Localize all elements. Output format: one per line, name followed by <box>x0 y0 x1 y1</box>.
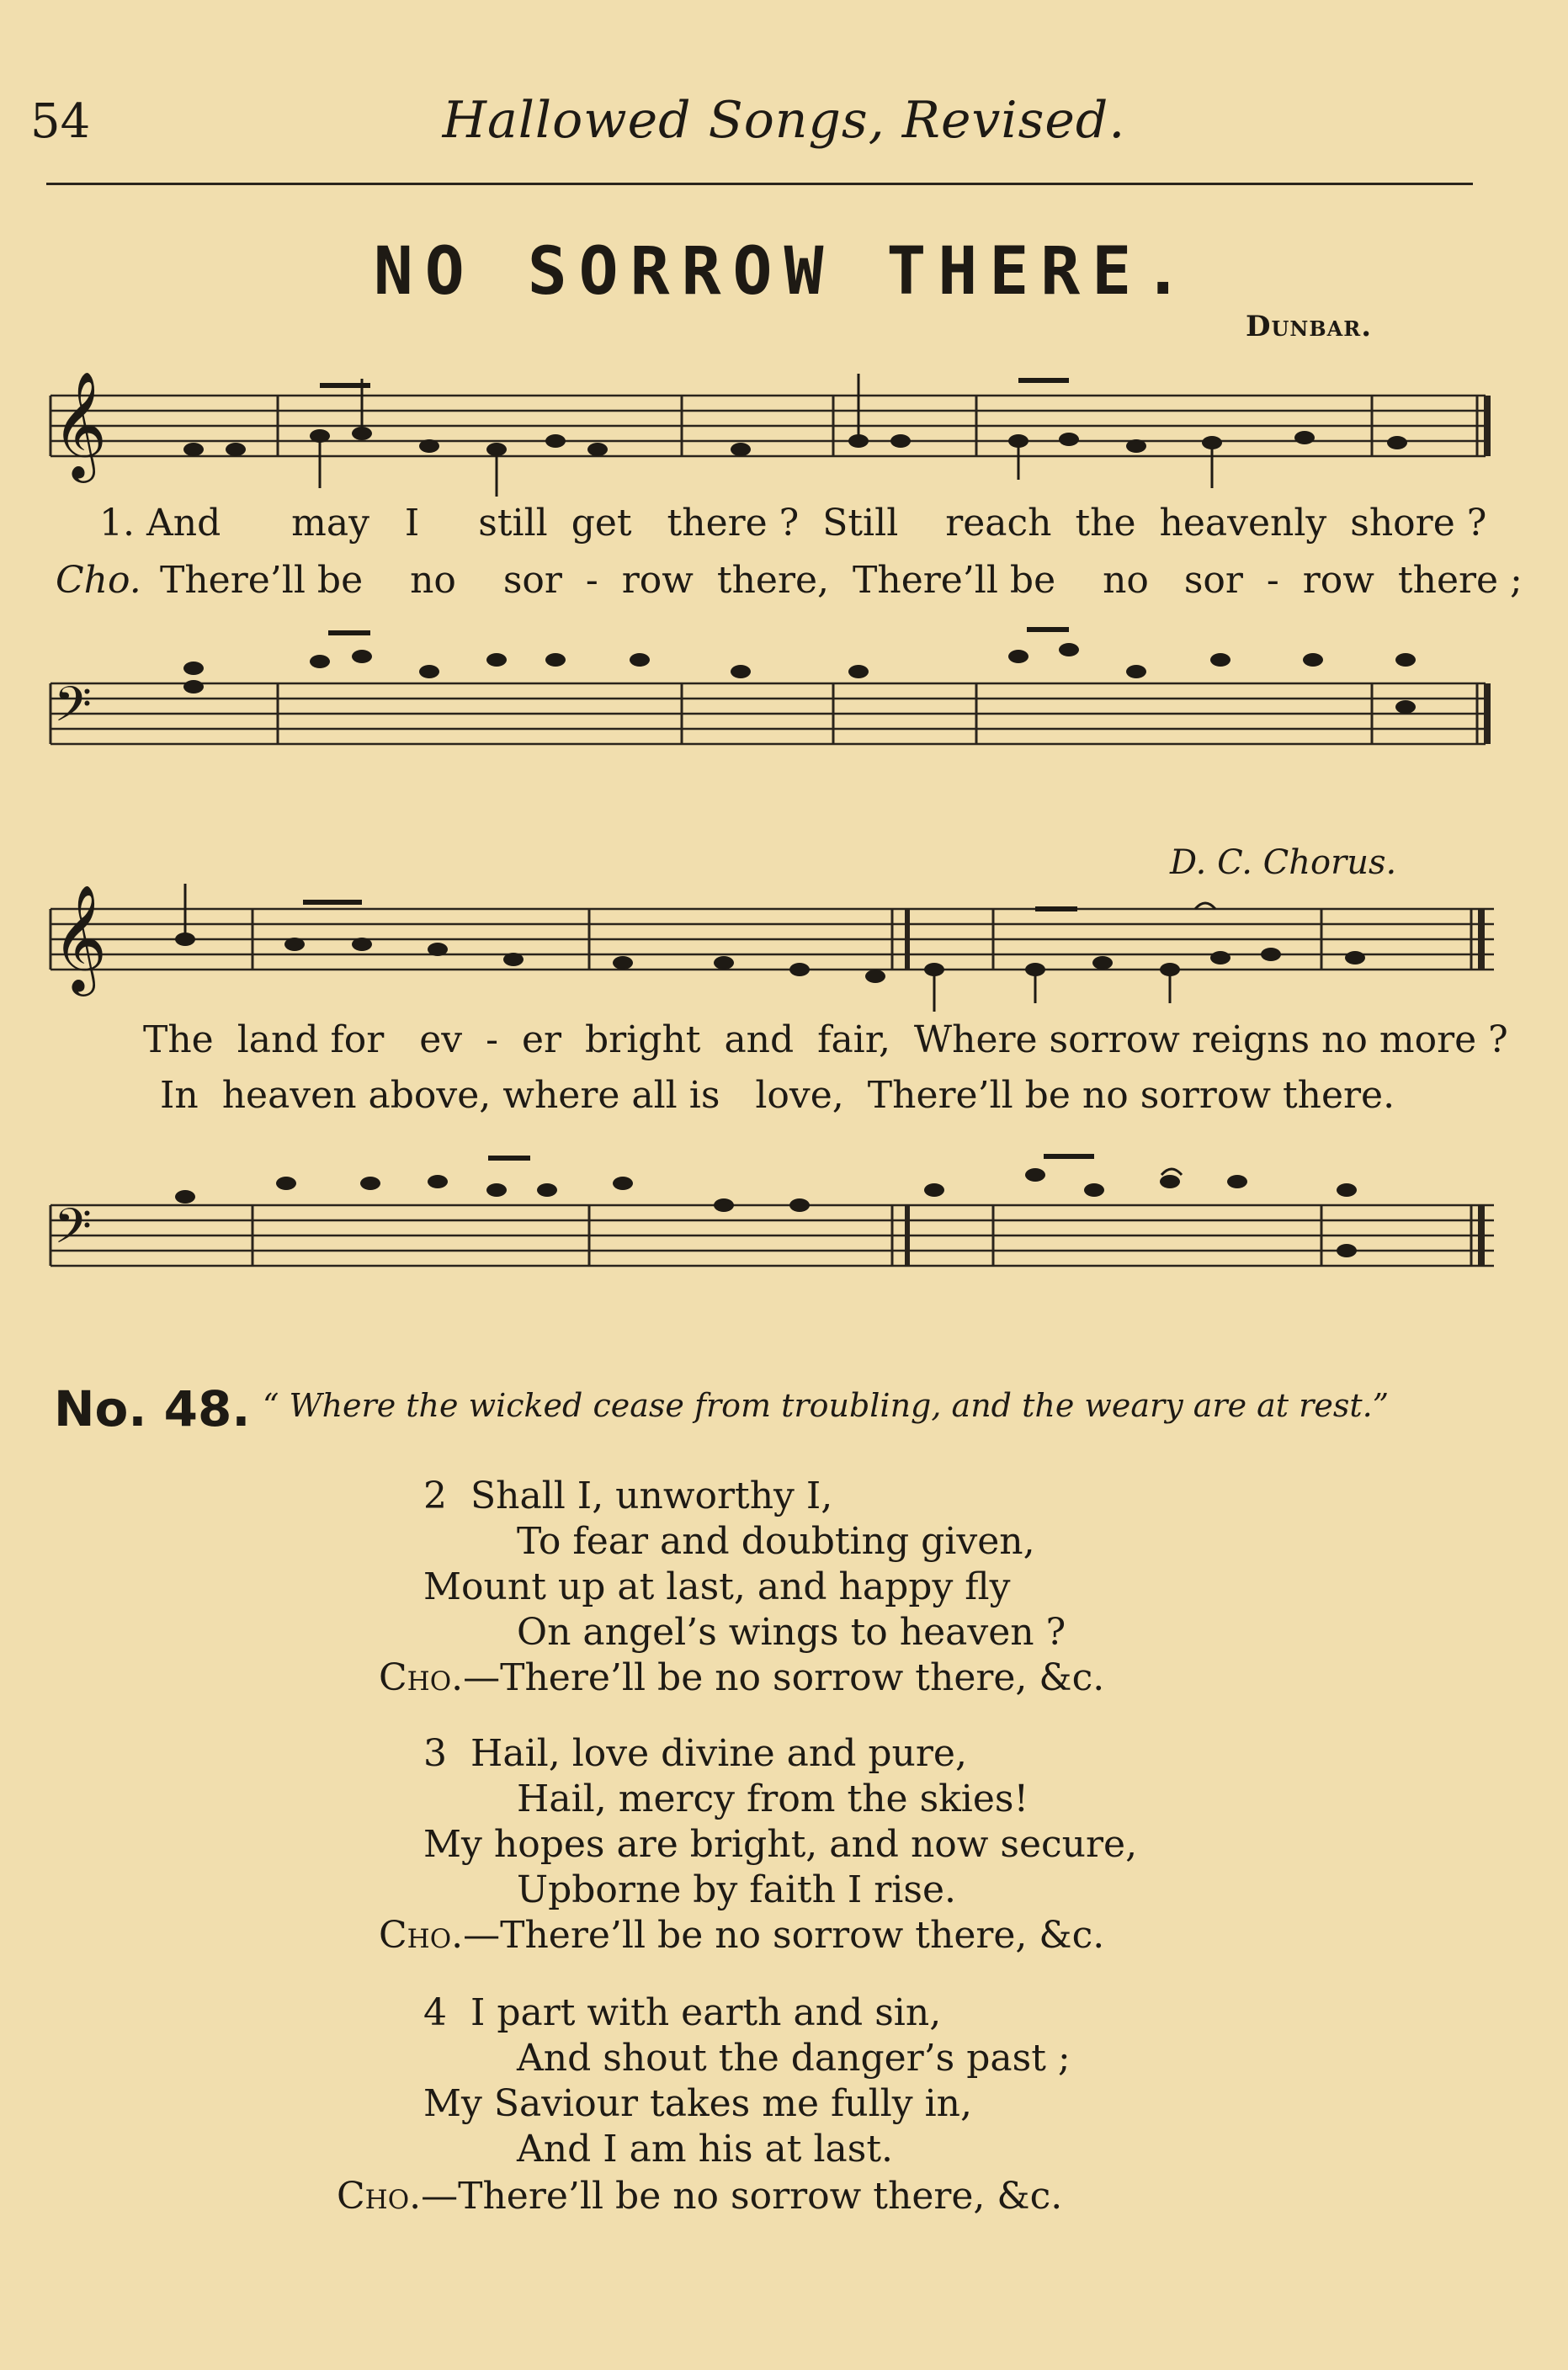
stanza-line: 3 Hail, love divine and pure, <box>423 1732 967 1775</box>
verse-lyric-line: 1. And may I still get there ? Still reach the heavenly shore ? <box>99 502 1487 545</box>
chorus-label: Cho. <box>56 559 141 602</box>
stanza-chorus-line <box>379 1914 1104 1957</box>
verse-lyric-line-2: The land for ev - er bright and fair, Where sorrow reigns no more ? <box>143 1018 1508 1061</box>
chorus-ref: —There’ll be no sorrow there, &c. <box>463 1656 1105 1699</box>
hymn-number: No. 48. <box>54 1380 251 1437</box>
running-title: Hallowed Songs, Revised. <box>442 91 1126 150</box>
treble-staff-1 <box>25 362 1507 513</box>
stanza-chorus-line <box>337 2175 1062 2218</box>
epigraph: “ Where the wicked cease from troubling, and the weary are at rest.” <box>263 1387 1390 1424</box>
svg-text:𝄢: 𝄢 <box>54 1198 93 1267</box>
chorus-ref: —There’ll be no sorrow there, &c. <box>421 2175 1063 2218</box>
stanza-line: 2 Shall I, unworthy I, <box>423 1475 833 1517</box>
svg-text:𝄢: 𝄢 <box>54 676 93 745</box>
stanza-line: 4 I part with earth and sin, <box>423 1991 942 2034</box>
bass-staff-2 <box>25 1145 1507 1296</box>
stanza-line: And shout the danger’s past ; <box>517 2037 1071 2080</box>
song-title: NO SORROW THERE. <box>373 234 1195 310</box>
stanza-line: On angel’s wings to heaven ? <box>517 1611 1066 1654</box>
chorus-abbrev: Cho. <box>379 1914 464 1957</box>
chorus-ref: —There’ll be no sorrow there, &c. <box>463 1914 1105 1957</box>
bass-staff-1 <box>25 623 1507 774</box>
stanza-line: Mount up at last, and happy fly <box>423 1565 1011 1608</box>
stanza-line: Hail, mercy from the skies! <box>517 1778 1029 1820</box>
stanza-line: And I am his at last. <box>517 2128 894 2171</box>
svg-text:𝄞: 𝄞 <box>52 884 108 991</box>
header-rule <box>46 183 1473 185</box>
dc-chorus-label: D. C. Chorus. <box>1170 843 1397 882</box>
stanza-line: Upborne by faith I rise. <box>517 1868 956 1911</box>
chorus-lyric-line-2: In heaven above, where all is love, There’ll be no sorrow there. <box>160 1074 1395 1117</box>
chorus-abbrev: Cho. <box>379 1656 464 1699</box>
chorus-lyric-line: There’ll be no sor - row there, There’ll be no sor - row there ; <box>160 559 1523 602</box>
stanza-line: My hopes are bright, and now secure, <box>423 1823 1138 1866</box>
stanza-line: My Saviour takes me fully in, <box>423 2082 972 2125</box>
page-number: 54 <box>30 94 91 149</box>
treble-staff-2 <box>25 875 1507 1027</box>
composer-credit: Dunbar. <box>1246 310 1373 343</box>
stanza-chorus-line <box>379 1656 1104 1699</box>
svg-text:𝄞: 𝄞 <box>52 370 108 478</box>
stanza-line: To fear and doubting given, <box>517 1520 1035 1563</box>
chorus-abbrev: Cho. <box>337 2175 422 2218</box>
